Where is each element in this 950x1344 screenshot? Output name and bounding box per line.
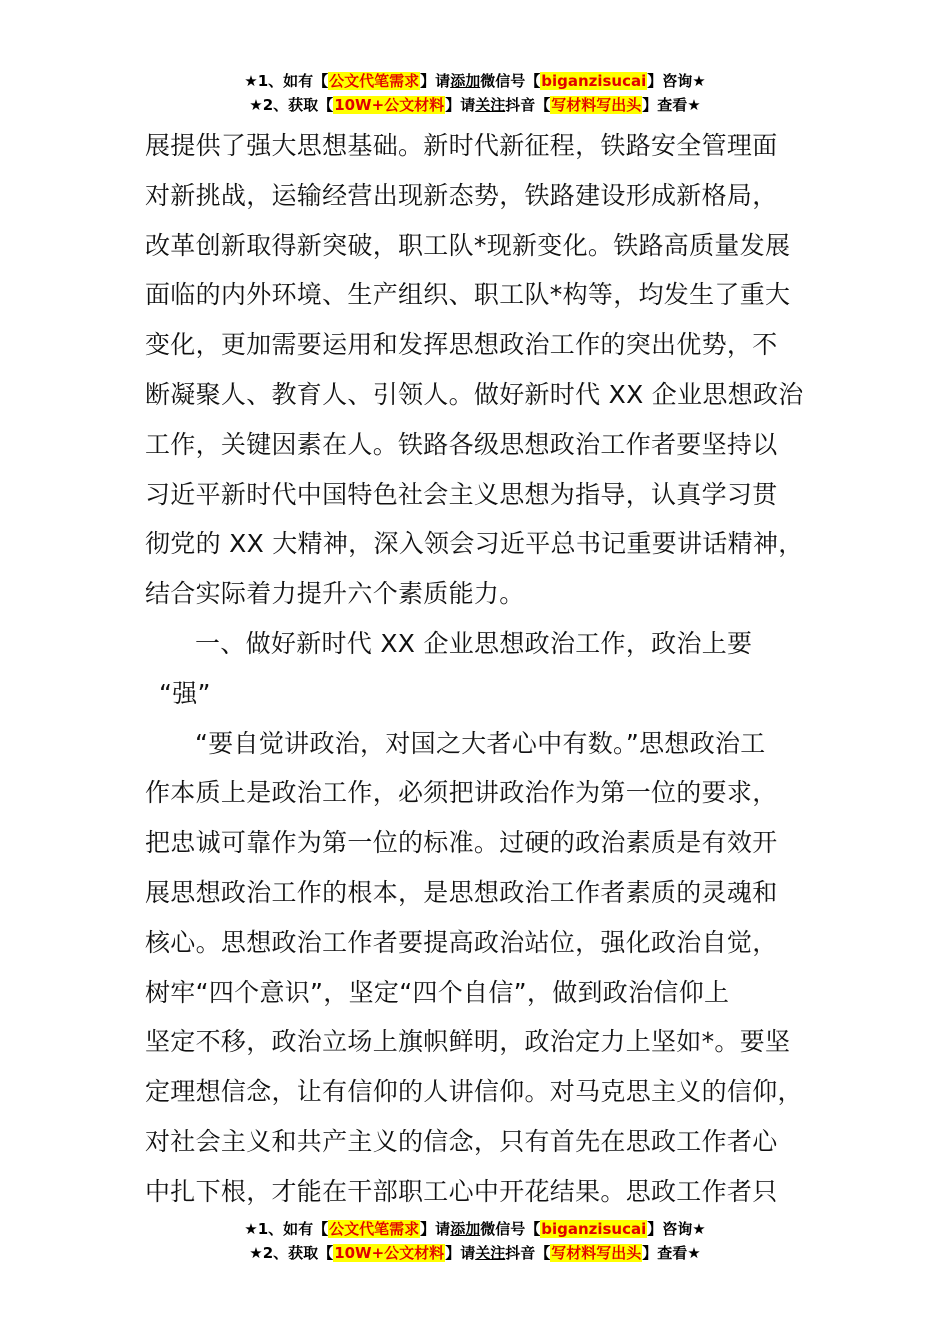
- promo-line-1: [0, 70, 950, 94]
- body-line: 定理想信念，让有信仰的人讲信仰。对马克思主义的信仰，: [145, 1077, 803, 1107]
- promo-line-1-mid: 】请: [420, 72, 451, 90]
- body-line: 彻党的 XX 大精神，深入领会习近平总书记重要讲话精神，: [145, 529, 804, 559]
- body-line: 中扎下根，才能在干部职工心中开花结果。思政工作者只: [145, 1176, 778, 1206]
- body-line: 变化，更加需要运用和发挥思想政治工作的突出优势，不: [145, 330, 778, 360]
- promo-line-2-prefix: ★2、获取【: [249, 1244, 334, 1262]
- body-line: 作本质上是政治工作，必须把讲政治作为第一位的要求，: [145, 778, 778, 808]
- body-line: 改革创新取得新突破，职工队*现新变化。铁路高质量发展: [145, 230, 791, 260]
- promo-highlight-douyin-account: 写材料写出头: [551, 1244, 642, 1262]
- promo-line-2-mid: 】请: [445, 96, 476, 114]
- promo-line-1-mid2: 微信号【: [480, 72, 541, 90]
- section-heading: 一、做好新时代 XX 企业思想政治工作，政治上要: [195, 628, 753, 658]
- body-line: 坚定不移，政治立场上旗帜鲜明，政治定力上坚如*。要坚: [145, 1027, 791, 1057]
- body-line: 把忠诚可靠作为第一位的标准。过硬的政治素质是有效开: [145, 828, 778, 858]
- promo-line-2-mid2: 抖音【: [505, 96, 551, 114]
- promo-highlight-wechat-id: biganzisucai: [541, 72, 647, 90]
- promo-line-1-suffix: 】咨询★: [647, 1220, 706, 1238]
- promo-line-1-mid2: 微信号【: [480, 1220, 541, 1238]
- promo-highlight-materials: 10W+公文材料: [334, 96, 445, 114]
- promo-line-2-prefix: ★2、获取【: [249, 96, 334, 114]
- promo-line-1-mid: 】请: [420, 1220, 451, 1238]
- body-line: 习近平新时代中国特色社会主义思想为指导，认真学习贯: [145, 479, 778, 509]
- promo-emph-follow: 关注: [475, 96, 506, 114]
- promo-highlight-materials: 10W+公文材料: [334, 1244, 445, 1262]
- body-line: 核心。思想政治工作者要提高政治站位，强化政治自觉，: [145, 927, 778, 957]
- promo-banner-bottom: [0, 1218, 950, 1266]
- promo-line-1-suffix: 】咨询★: [647, 72, 706, 90]
- promo-line-2-mid: 】请: [445, 1244, 476, 1262]
- document-body: [145, 121, 815, 1217]
- body-line: “要自觉讲政治，对国之大者心中有数。”思想政治工: [195, 728, 766, 758]
- promo-line-2: [0, 94, 950, 118]
- promo-highlight-writing-service: 公文代笔需求: [329, 1220, 420, 1238]
- promo-line-2: [0, 1242, 950, 1266]
- promo-line-1: [0, 1218, 950, 1242]
- body-line: 树牢“四个意识”，坚定“四个自信”，做到政治信仰上: [145, 977, 730, 1007]
- section-heading-cont: “强”: [159, 678, 211, 708]
- promo-highlight-writing-service: 公文代笔需求: [329, 72, 420, 90]
- body-line: 结合实际着力提升六个素质能力。: [145, 579, 525, 609]
- promo-emph-add: 添加: [450, 72, 481, 90]
- body-line: 对新挑战，运输经营出现新态势，铁路建设形成新格局，: [145, 180, 778, 210]
- body-line: 断凝聚人、教育人、引领人。做好新时代 XX 企业思想政治: [145, 379, 804, 409]
- body-line: 面临的内外环境、生产组织、职工队*构等，均发生了重大: [145, 280, 791, 310]
- promo-line-2-mid2: 抖音【: [505, 1244, 551, 1262]
- body-line: 展提供了强大思想基础。新时代新征程，铁路安全管理面: [145, 131, 778, 160]
- body-line: 工作，关键因素在人。铁路各级思想政治工作者要坚持以: [145, 429, 778, 459]
- promo-highlight-douyin-account: 写材料写出头: [551, 96, 642, 114]
- promo-line-1-prefix: ★1、如有【: [244, 72, 329, 90]
- promo-banner-top: [0, 70, 950, 118]
- promo-line-1-prefix: ★1、如有【: [244, 1220, 329, 1238]
- promo-emph-follow: 关注: [475, 1244, 506, 1262]
- body-line: 对社会主义和共产主义的信念，只有首先在思政工作者心: [145, 1126, 778, 1156]
- promo-highlight-wechat-id: biganzisucai: [541, 1220, 647, 1238]
- promo-emph-add: 添加: [450, 1220, 481, 1238]
- body-line: 展思想政治工作的根本，是思想政治工作者素质的灵魂和: [145, 877, 778, 907]
- promo-line-2-suffix: 】查看★: [642, 96, 701, 114]
- promo-line-2-suffix: 】查看★: [642, 1244, 701, 1262]
